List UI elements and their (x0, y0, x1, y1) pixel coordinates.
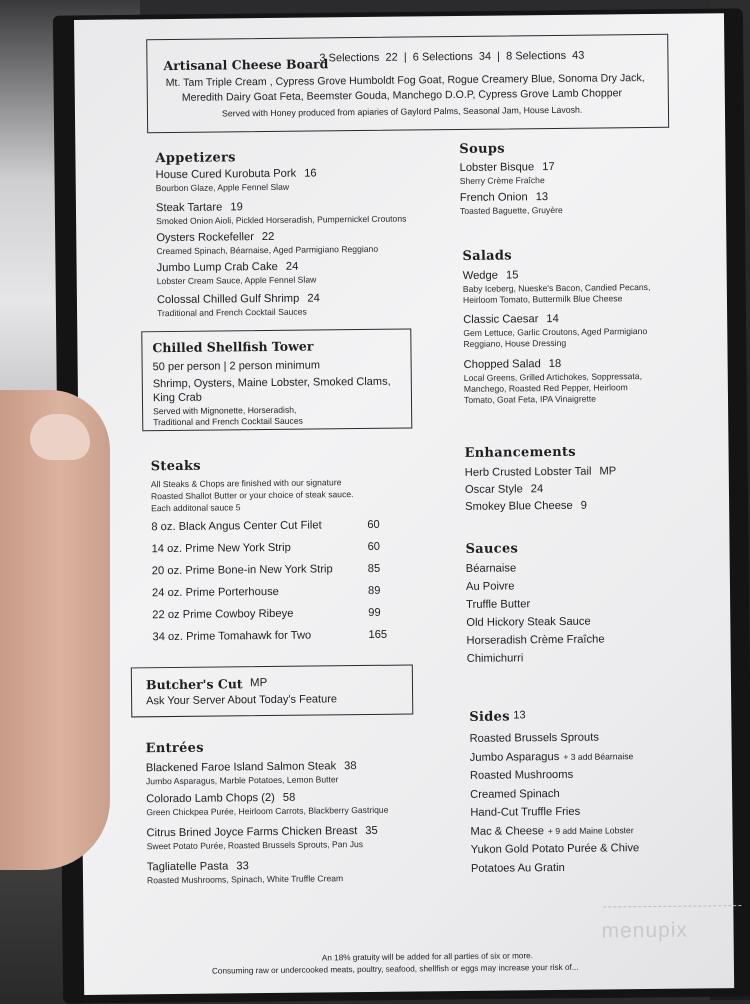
soup-item (460, 161, 555, 174)
entree-item (146, 825, 377, 839)
item-price: 18 (548, 357, 562, 371)
raw-food-warning: Consuming raw or undercooked meats, poultry, seafood, shellfish or eggs may increase your risk of... (211, 962, 579, 976)
side-name: Potatoes Au Gratin (470, 861, 565, 875)
soup-desc: Toasted Baguette, Gruyère (459, 204, 563, 216)
item-name: Smokey Blue Cheese (465, 499, 573, 513)
item-price: 16 (304, 167, 317, 180)
steak-item: 34 oz. Prime Tomahawk for Two (152, 629, 312, 644)
side-name: Mac & Cheese (470, 824, 544, 838)
enhancement-item (465, 465, 617, 479)
sauce-item: Horseradish Crème Fraîche (466, 633, 605, 647)
shellfish-tower-box (141, 328, 412, 431)
item-name: Lobster Bisque (459, 161, 535, 174)
item-price: 35 (365, 824, 378, 837)
salad-desc: Manchego, Roasted Red Pepper, Heirloom (463, 382, 628, 394)
gratuity-note: An 18% gratuity will be added for all parties of six or more. (321, 951, 534, 963)
appetizer-item (156, 167, 317, 181)
steaks-heading: Steaks (150, 458, 201, 475)
cheese-board-box (146, 34, 669, 133)
appetizer-desc: Lobster Cream Sauce, Apple Fennel Slaw (156, 274, 317, 287)
shellfish-tower-title: Chilled Shellfish Tower (152, 338, 314, 356)
item-price: MP (599, 465, 617, 478)
item-name: Classic Caesar (463, 313, 539, 326)
sauces-heading: Sauces (465, 541, 519, 557)
soup-item (460, 191, 548, 204)
item-name: Herb Crusted Lobster Tail (464, 465, 592, 479)
steaks-note-1: All Steaks & Chops are finished with our signature (150, 477, 342, 490)
side-name: Hand-Cut Truffle Fries (470, 805, 581, 819)
appetizer-item (156, 231, 274, 244)
salad-desc: Baby Iceberg, Nueske's Bacon, Candied Pecans, (462, 281, 651, 294)
item-price: 19 (230, 201, 243, 214)
butchers-cut-line: Ask Your Server About Today's Feature (146, 693, 338, 708)
appetizer-desc: Smoked Onion Aioli, Pickled Horseradish, Pumpernickel Croutons (156, 213, 407, 227)
side-item (470, 787, 560, 800)
steak-item: 20 oz. Prime Bone-in New York Strip (151, 563, 333, 578)
hand-thumb (0, 390, 110, 870)
appetizer-desc: Bourbon Glaze, Apple Fennel Slaw (155, 181, 290, 194)
sauce-item: Au Poivre (465, 580, 515, 593)
side-item (471, 861, 565, 874)
side-name: Yukon Gold Potato Purée & Chive (470, 842, 640, 856)
item-name: French Onion (459, 191, 528, 204)
shellfish-tower-desc1: Served with Mignonette, Horseradish, (153, 404, 297, 417)
item-price: 22 (261, 230, 275, 244)
salad-desc: Reggiano, House Dressing (463, 337, 567, 349)
entrees-heading: Entrées (145, 740, 204, 757)
watermark-rule (603, 905, 741, 907)
salad-item (464, 358, 562, 371)
steak-price: 89 (367, 584, 381, 597)
side-item (469, 732, 598, 745)
salads-heading: Salads (462, 248, 512, 264)
item-price: 9 (580, 499, 588, 512)
side-item (470, 769, 573, 782)
thumbnail-nail (30, 414, 90, 460)
sauce-item: Old Hickory Steak Sauce (466, 615, 591, 629)
soup-desc: Sherry Crème Fraîche (459, 175, 545, 186)
item-price: 14 (546, 312, 559, 326)
steak-price: 99 (368, 606, 381, 619)
item-price: 38 (344, 760, 357, 773)
item-name: Colossal Chilled Gulf Shrimp (156, 292, 300, 307)
entree-item (146, 760, 357, 774)
salad-desc: Gem Lettuce, Garlic Croutons, Aged Parmigiano (463, 326, 648, 338)
butchers-cut-price: MP (249, 677, 268, 690)
soups-heading: Soups (459, 141, 505, 157)
steaks-note-2: Roasted Shallot Butter or your choice of steak sauce. (150, 489, 354, 502)
sauce-item: Chimichurri (466, 652, 524, 665)
item-price: 24 (530, 483, 544, 496)
appetizers-heading: Appetizers (155, 150, 236, 167)
salad-desc: Local Greens, Grilled Artichokes, Soppressata, (463, 371, 642, 383)
sides-price: 13 (513, 709, 526, 722)
enhancement-item (465, 500, 587, 513)
item-name: Jumbo Lump Crab Cake (156, 260, 278, 275)
appetizer-desc: Traditional and French Cocktail Sauces (157, 306, 307, 319)
side-item (470, 806, 580, 819)
cheese-list-line1: Mt. Tam Triple Cream , Cypress Grove Humboldt Fog Goat, Rogue Creamery Blue, Sonoma Dry Jack, (165, 72, 645, 90)
side-item (470, 750, 634, 764)
item-name: Steak Tartare (155, 201, 223, 215)
appetizer-item (157, 292, 320, 306)
steak-price: 165 (368, 628, 388, 641)
item-price: 33 (236, 860, 249, 873)
butchers-cut-box (131, 664, 414, 717)
cheese-board-prices: 3 Selections 22 | 6 Selections 34 | 8 Selections 43 (319, 49, 585, 65)
appetizer-desc: Creamed Spinach, Béarnaise, Aged Parmigiano Reggiano (156, 243, 379, 257)
sauce-item: Truffle Butter (466, 598, 531, 611)
sides-heading: Sides (469, 709, 510, 725)
steak-item: 14 oz. Prime New York Strip (151, 541, 291, 556)
menu-page (74, 13, 734, 995)
shellfish-tower-price: 50 per person | 2 person minimum (152, 359, 321, 374)
steak-price: 60 (367, 518, 380, 531)
steak-item: 8 oz. Black Angus Center Cut Filet (151, 519, 322, 534)
entree-desc: Green Chickpea Purée, Heirloom Carrots, Blackberry Gastrique (146, 804, 389, 818)
steak-item: 22 oz Prime Cowboy Ribeye (152, 607, 294, 622)
side-name: Roasted Brussels Sprouts (469, 731, 599, 745)
item-price: 15 (505, 269, 519, 282)
entree-desc: Jumbo Asparagus, Marble Potatoes, Lemon Butter (145, 774, 339, 787)
cheese-board-title: Artisanal Cheese Board (163, 56, 329, 74)
steak-item: 24 oz. Prime Porterhouse (151, 585, 279, 600)
shellfish-tower-line1: Shrimp, Oysters, Maine Lobster, Smoked Clams, (152, 375, 391, 391)
item-name: Citrus Brined Joyce Farms Chicken Breast (146, 825, 358, 840)
item-price: 17 (542, 160, 555, 174)
butchers-cut-title: Butcher's Cut (145, 676, 243, 693)
salad-item (463, 269, 519, 282)
item-price: 24 (307, 292, 320, 305)
salad-desc: Heirloom Tomato, Buttermilk Blue Cheese (462, 293, 623, 305)
side-note: + 3 add Béarnaise (563, 750, 634, 762)
side-name: Jumbo Asparagus (469, 750, 560, 764)
item-name: House Cured Kurobuta Pork (155, 167, 297, 182)
entree-item (146, 792, 295, 806)
item-price: 58 (282, 791, 296, 804)
side-item (470, 824, 633, 838)
enhancements-heading: Enhancements (464, 444, 576, 461)
menupix-watermark: menupix (601, 918, 689, 943)
item-name: Colorado Lamb Chops (2) (146, 791, 275, 806)
side-name: Roasted Mushrooms (469, 768, 574, 782)
entree-desc: Sweet Potato Purée, Roasted Brussels Sprouts, Pan Jus (146, 839, 364, 852)
item-price: 13 (535, 191, 549, 204)
item-name: Oscar Style (464, 483, 523, 496)
item-name: Wedge (462, 269, 499, 282)
entree-item (147, 860, 249, 873)
cheese-list-line2: Meredith Dairy Goat Feta, Beemster Gouda, Manchego D.O.P, Cypress Grove Lamb Chopper (181, 87, 623, 104)
shellfish-tower-desc2: Traditional and French Cocktail Sauces (153, 415, 303, 428)
item-name: Chopped Salad (463, 358, 541, 371)
salad-desc: Tomato, Goat Feta, IPA Vinaigrette (463, 393, 597, 405)
steaks-note-3: Each additonal sauce 5 (151, 502, 241, 514)
enhancement-item (465, 483, 543, 496)
shellfish-tower-line2: King Crab (152, 391, 202, 405)
sauce-item: Béarnaise (465, 562, 517, 575)
steak-price: 60 (367, 540, 381, 553)
steak-price: 85 (367, 562, 381, 575)
item-price: 24 (285, 260, 299, 273)
cheese-served-with: Served with Honey produced from apiaries of Gaylord Palms, Seasonal Jam, House Lavosh. (221, 104, 583, 119)
side-item (471, 842, 640, 856)
appetizer-item (157, 261, 299, 274)
side-name: Creamed Spinach (470, 787, 560, 801)
appetizer-item (156, 201, 243, 214)
side-note: + 9 add Maine Lobster (547, 824, 634, 836)
item-name: Tagliatelle Pasta (146, 860, 229, 874)
item-name: Oysters Rockefeller (156, 231, 254, 245)
entree-desc: Roasted Mushrooms, Spinach, White Truffle Cream (146, 873, 344, 886)
item-name: Blackened Faroe Island Salmon Steak (145, 760, 337, 775)
salad-item (463, 313, 559, 326)
